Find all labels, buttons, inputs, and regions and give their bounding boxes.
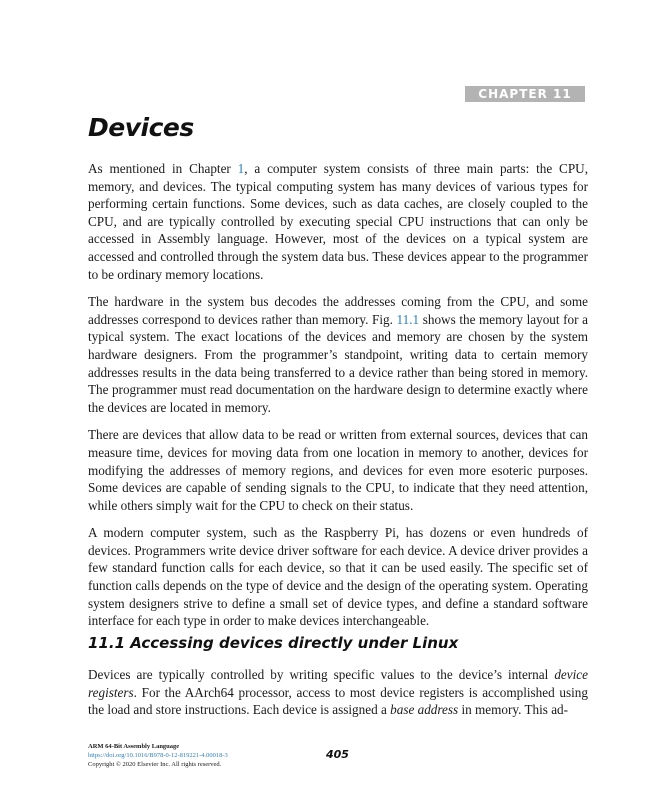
section-heading: 11.1 Accessing devices directly under Linux <box>88 634 459 652</box>
paragraph-text: Devices are typically controlled by writing specific values to the device’s internal <box>88 667 555 682</box>
page-number: 405 <box>326 748 349 761</box>
footer-citation <box>88 742 228 769</box>
paragraph-text: in memory. This ad- <box>458 702 569 718</box>
paragraph-text: shows the memory layout for a typical system. The exact locations of the devices and memory are chosen by the system hardware designers. From the programmer’s standpoint, writing data to certain memory addresses results in the data being transferred to a device rather than being stored in memory. The programmer must read documentation on the hardware design to determine exactly where the devices are located in memory. <box>88 311 589 415</box>
emphasized-term: base address <box>390 702 459 718</box>
footer-book-title: ARM 64-Bit Assembly Language <box>88 743 180 750</box>
section-body <box>88 666 588 719</box>
chapter-title: Devices <box>88 113 194 142</box>
footer-doi-link[interactable]: https://doi.org/10.1016/B978-0-12-819221-4.00018-3 <box>88 752 228 759</box>
chapter-body <box>88 160 588 640</box>
figure-reference-link[interactable]: 11.1 <box>396 311 420 327</box>
paragraph-text: The hardware in the system bus decodes the addresses coming from the CPU, and some addresses correspond to devices rather than memory. Fig. <box>88 294 588 327</box>
footer-copyright: Copyright © 2020 Elsevier Inc. All rights reserved. <box>88 761 222 768</box>
paragraph <box>88 666 588 719</box>
emphasized-term: device registers <box>88 667 588 700</box>
paragraph-text: , a computer system consists of three main parts: the CPU, memory, and devices. The typical computing system has many devices of various types for performing certain functions. Some devices, such as data caches, are closely coupled to the CPU, and are typically controlled by executing special CPU instructions that can only be accessed in Assembly language. However, most of the devices on a typical system are accessed and controlled through the system data bus. These devices appear to the programmer to be ordinary memory locations. <box>88 161 588 282</box>
paragraph-text: . For the AArch64 processor, access to most device registers is accomplished using the load and store instructions. Each device is assigned a <box>88 684 588 718</box>
paragraph <box>88 293 588 416</box>
paragraph: There are devices that allow data to be read or written from external sources, devices that can measure time, devices for moving data from one location in memory to another, devices for modifying the addresses of memory regions, and devices for even more esoteric purposes. Some devices are capable of sending signals to the CPU, to indicate that they need attention, while others simply wait for the CPU to check on their status. <box>88 427 588 513</box>
paragraph-text: As mentioned in Chapter <box>88 161 238 176</box>
chapter-reference-link[interactable]: 1 <box>237 161 245 176</box>
paragraph <box>88 160 588 283</box>
chapter-label: CHAPTER 11 <box>465 86 585 102</box>
paragraph: A modern computer system, such as the Raspberry Pi, has dozens or even hundreds of devices. Programmers write device driver software for each device. A device driver provides a few standard function calls for each device, so that it can be used easily. The specific set of function calls depends on the type of device and the design of the operating system. Operating system designers strive to define a small set of device types, and define a standard software interface for each type in order to make devices interchangeable. <box>88 525 588 629</box>
